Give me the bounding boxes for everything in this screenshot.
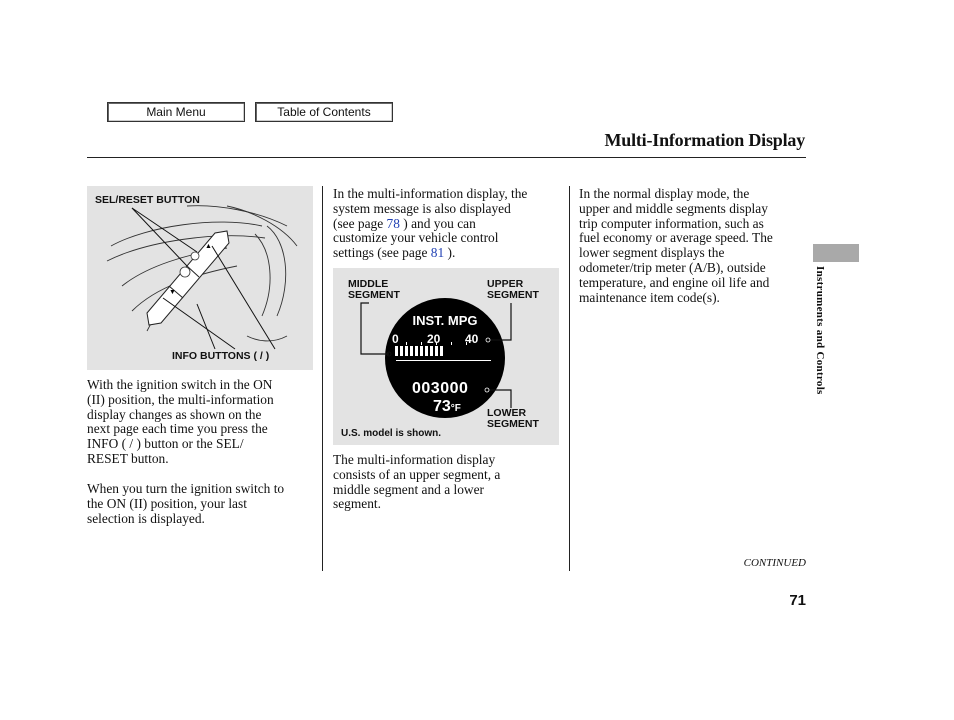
main-menu-button[interactable]: Main Menu <box>107 102 245 122</box>
temperature-readout <box>433 398 461 416</box>
title-rule <box>87 157 806 158</box>
text-line: the ON (II) position, your last <box>87 495 247 511</box>
label-line: MIDDLE <box>348 278 389 290</box>
text-line: odometer/trip meter (A/B), outside <box>579 259 766 275</box>
bar-segment <box>440 346 443 356</box>
text-fragment: ). <box>444 245 456 261</box>
steering-wheel-illustration <box>87 186 313 370</box>
scale-label-0: 0 <box>392 332 399 346</box>
text-fragment: ) and you can <box>399 215 476 231</box>
steering-wheel-figure <box>87 186 313 370</box>
text-line: In the multi-information display, the <box>333 186 528 201</box>
text-fragment: settings (see page <box>333 245 431 261</box>
bar-segment <box>395 346 398 356</box>
bar-segment <box>415 346 418 356</box>
label-line: UPPER <box>487 278 524 290</box>
column-divider-1 <box>322 186 323 571</box>
text-line: segment. <box>333 496 381 512</box>
text-line: system message is also displayed <box>333 200 511 216</box>
scale-label-20: 20 <box>427 332 441 346</box>
text-fragment: (see page <box>333 215 387 231</box>
temperature-unit: °F <box>450 403 461 414</box>
text-line: In the normal display mode, the <box>579 186 750 201</box>
col2-paragraph-2 <box>333 453 500 512</box>
section-tab <box>813 244 859 262</box>
text-line: trip computer information, such as <box>579 215 764 231</box>
section-label-text: Instruments and Controls <box>814 266 826 395</box>
continued-label: CONTINUED <box>743 557 806 569</box>
page-title: Multi-Information Display <box>604 130 805 150</box>
label-line: SEGMENT <box>487 418 539 430</box>
page-78-link[interactable]: 78 <box>386 215 400 231</box>
text-line: maintenance item code(s). <box>579 289 720 305</box>
col3-paragraph-1 <box>579 187 773 305</box>
display-figure <box>333 268 559 445</box>
col1-paragraph-1 <box>87 378 274 467</box>
page-number: 71 <box>789 592 806 609</box>
text-line <box>333 217 527 232</box>
svg-text:▼: ▼ <box>169 289 176 296</box>
text-line: customize your vehicle control <box>333 230 499 246</box>
col2-paragraph-1 <box>333 187 527 261</box>
display-title: INST. MPG <box>412 313 478 328</box>
bar-segment <box>400 346 403 356</box>
text-line <box>333 246 527 261</box>
page-81-link[interactable]: 81 <box>430 245 445 261</box>
svg-text:▲: ▲ <box>205 243 212 250</box>
text-line: display changes as shown on the <box>87 406 262 422</box>
col1-paragraph-2 <box>87 482 284 526</box>
text-line: With the ignition switch in the ON <box>87 377 273 392</box>
text-line: selection is displayed. <box>87 510 205 526</box>
text-line: temperature, and engine oil life and <box>579 274 770 290</box>
bar-segment <box>405 346 408 356</box>
text-line: RESET button. <box>87 450 169 466</box>
scale-label-40: 40 <box>465 332 479 346</box>
text-line: (II) position, the multi-information <box>87 391 274 407</box>
bar-segment <box>430 346 433 356</box>
text-line: INFO ( / ) button or the SEL/ <box>87 436 244 452</box>
info-buttons-label: INFO BUTTONS ( / ) <box>172 350 270 362</box>
sel-reset-label: SEL/RESET BUTTON <box>95 194 200 206</box>
bar-segment <box>420 346 423 356</box>
text-line: When you turn the ignition switch to <box>87 481 285 496</box>
column-divider-2 <box>569 186 570 571</box>
text-line: fuel economy or average speed. The <box>579 230 773 246</box>
temperature-value: 73 <box>433 398 451 415</box>
figure-caption: U.S. model is shown. <box>341 428 442 439</box>
bar-segment <box>425 346 428 356</box>
text-line: next page each time you press the <box>87 421 268 437</box>
bar-segment <box>410 346 413 356</box>
lower-segment-label <box>487 408 539 430</box>
text-line: upper and middle segments display <box>579 200 768 216</box>
text-line: lower segment displays the <box>579 245 725 261</box>
section-label <box>812 266 828 416</box>
bar-segment <box>435 346 438 356</box>
text-line: middle segment and a lower <box>333 481 484 497</box>
label-line: SEGMENT <box>487 289 539 301</box>
table-of-contents-button[interactable]: Table of Contents <box>255 102 393 122</box>
label-line: LOWER <box>487 407 527 419</box>
odometer-readout: 003000 <box>412 380 469 397</box>
text-line: The multi-information display <box>333 452 496 467</box>
text-line: consists of an upper segment, a <box>333 466 501 482</box>
label-line: SEGMENT <box>348 289 400 301</box>
